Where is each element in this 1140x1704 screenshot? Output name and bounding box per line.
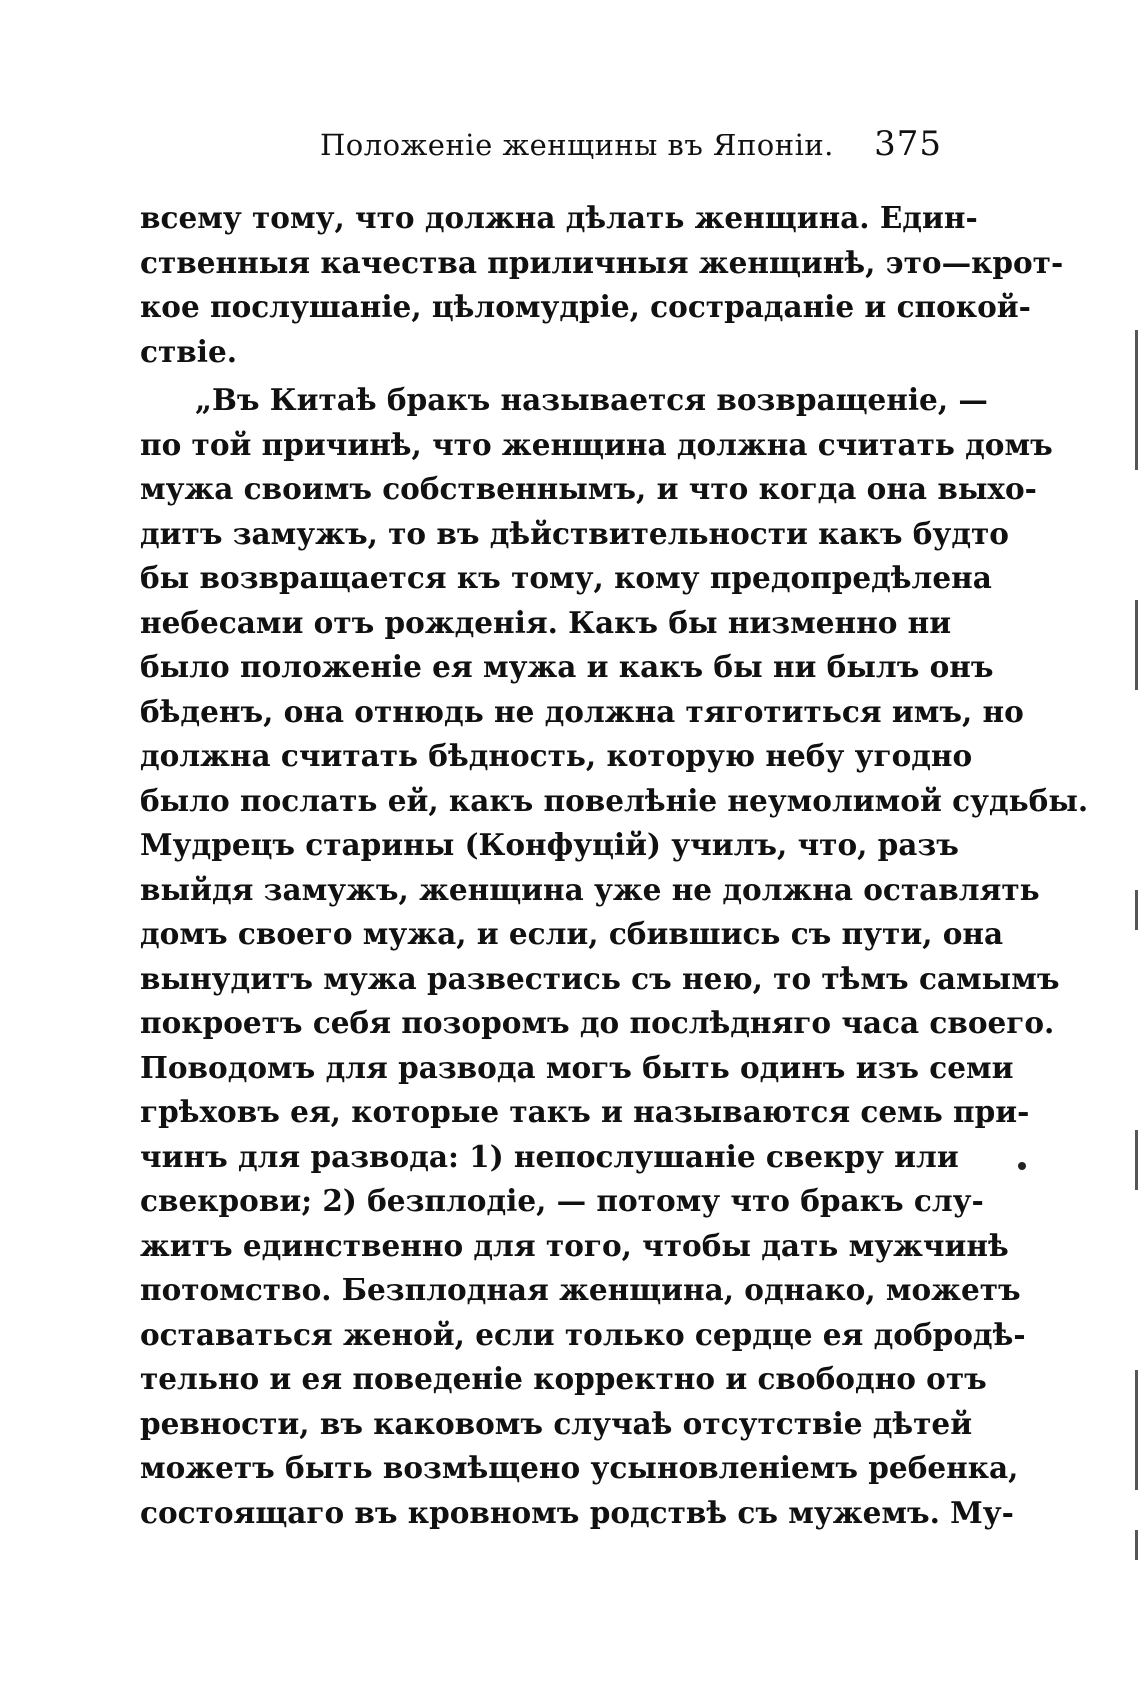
text-line: по той причинѣ, что женщина должна считать домъ [140,426,1053,462]
text-line: было послать ей, какъ повелѣнiе неумолимой судьбы. [140,782,1089,818]
text-line: бѣденъ, она отнюдь не должна тяготиться имъ, но [140,693,1024,729]
text-line: можетъ быть возмѣщено усыновленiемъ ребенка, [140,1450,1019,1485]
ink-speck [1018,1162,1026,1170]
text-line: мужа своимъ собственнымъ, и что когда она выхо- [140,471,1037,506]
text-line: вынудитъ мужа развестись съ нею, то тѣмъ самымъ [140,960,1060,996]
text-line: Мудрецъ старины (Конфуцiй) училъ, что, разъ [140,827,959,862]
paragraph [140,196,1064,374]
page-number: 375 [874,124,942,164]
text-line: ревности, въ каковомъ случаѣ отсутствiе дѣтей [140,1405,973,1441]
text-line: тельно и ея поведенiе корректно и свободно отъ [140,1361,987,1396]
running-head [140,124,946,174]
text-line: всему тому, что должна дѣлать женщина. Един- [140,200,978,235]
scan-edge-marks [1132,270,1140,1570]
text-line: ственныя качества приличныя женщинѣ, это—крот- [140,244,1064,280]
text-line: должна считать бѣдность, которую небу угодно [140,738,973,773]
text-line: потомство. Безплодная женщина, однако, можетъ [140,1272,1021,1307]
text-line: житъ единственно для того, чтобы дать мужчинѣ [140,1227,1009,1263]
text-line: небесами отъ рожденiя. Какъ бы низменно ни [140,604,952,640]
text-line: оставаться женой, если только сердце ея добродѣ- [140,1316,1026,1352]
body-text [140,196,1089,1535]
text-line: чинъ для развода: 1) непослушанiе свекру или [140,1138,959,1174]
text-line: домъ своего мужа, и если, сбившись съ пути, она [140,916,1004,951]
text-line: выйдя замужъ, женщина уже не должна оставлять [140,871,1040,907]
text-line: грѣховъ ея, которые такъ и называются семь при- [140,1094,1030,1129]
text-line: было положенiе ея мужа и какъ бы ни былъ онъ [140,649,994,684]
running-title: Положенiе женщины въ Японiи. [320,128,834,162]
text-line: свекрови; 2) безплодiе, — потому что бракъ слу- [140,1183,984,1218]
text-line: покроетъ себя позоромъ до послѣдняго часа своего. [140,1005,1055,1040]
text-line: кое послушанiе, цѣломудрiе, состраданiе и спокой- [140,289,1031,324]
text-line: „Въ Китаѣ бракъ называется возвращенiе, — [195,382,988,417]
text-line: бы возвращается къ тому, кому предопредѣлена [140,560,992,595]
text-line: ствiе. [140,333,237,369]
text-line: состоящаго въ кровномъ родствѣ съ мужемъ. Му- [140,1494,1014,1530]
paragraph [140,378,1089,1535]
text-line: Поводомъ для развода могъ быть одинъ изъ семи [140,1049,1014,1085]
text-line: дитъ замужъ, то въ дѣйствительности какъ будто [140,515,1009,551]
